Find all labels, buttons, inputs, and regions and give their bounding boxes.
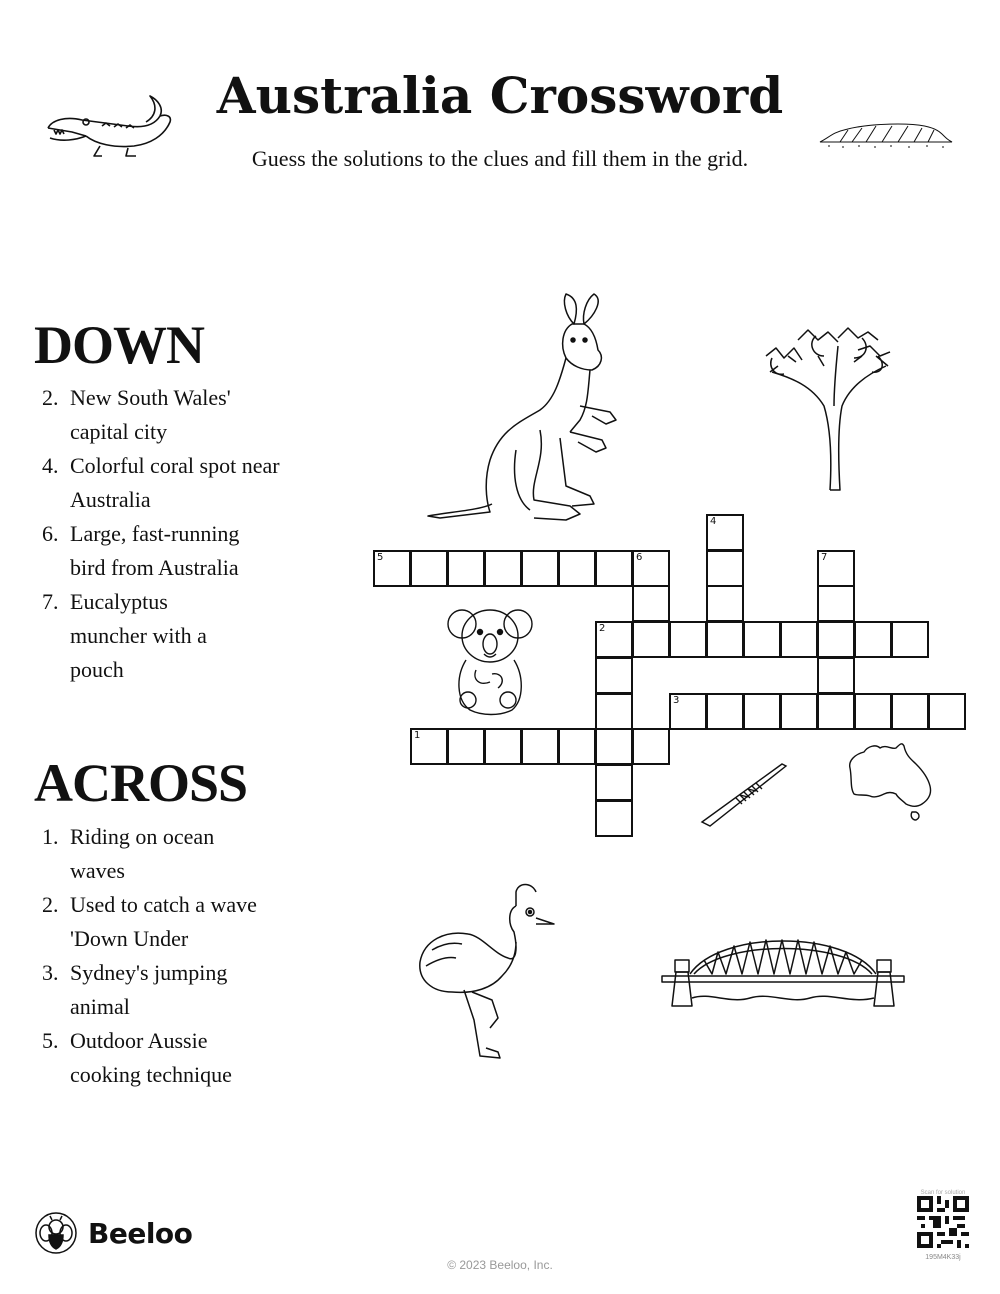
emu-icon (412, 880, 562, 1065)
cell-number: 2 (599, 623, 606, 634)
clue-text: Colorful coral spot near Australia (70, 453, 280, 512)
australia-map-icon (846, 742, 938, 822)
across-clue-list (42, 820, 292, 1092)
grid-cell[interactable] (410, 728, 448, 765)
grid-cell[interactable] (854, 621, 892, 658)
grid-cell[interactable] (928, 693, 966, 730)
across-clue-5 (42, 1024, 292, 1092)
grid-cell[interactable] (484, 728, 522, 765)
kangaroo-icon (420, 290, 630, 526)
grid-cell[interactable] (595, 764, 633, 801)
clue-number: 2. (42, 385, 59, 410)
grid-cell[interactable] (817, 693, 855, 730)
down-clue-2 (42, 381, 292, 449)
across-clue-3 (42, 956, 292, 1024)
crocodile-icon (42, 92, 177, 162)
grid-cell[interactable] (595, 800, 633, 837)
grid-cell[interactable] (706, 693, 744, 730)
page-subtitle: Guess the solutions to the clues and fill them in the grid. (251, 146, 749, 171)
grid-cell[interactable] (669, 693, 707, 730)
clue-text: Sydney's jumping animal (70, 960, 228, 1019)
qr-label: Scan for solution (920, 1190, 966, 1196)
grid-cell[interactable] (891, 621, 929, 658)
cell-number: 4 (710, 516, 717, 527)
across-clue-1 (42, 820, 292, 888)
cell-number: 1 (414, 730, 421, 741)
clue-text: Eucalyptus muncher with a pouch (70, 589, 207, 682)
grid-cell[interactable] (706, 514, 744, 551)
grid-cell[interactable] (484, 550, 522, 587)
clue-number: 5. (42, 1028, 59, 1053)
grid-cell[interactable] (817, 550, 855, 587)
across-heading: ACROSS (34, 753, 248, 813)
grid-cell[interactable] (706, 550, 744, 587)
grid-cell[interactable] (891, 693, 929, 730)
grid-cell[interactable] (447, 728, 485, 765)
grid-cell[interactable] (595, 693, 633, 730)
koala-icon (446, 600, 534, 718)
down-clue-6 (42, 517, 292, 585)
grid-cell[interactable] (521, 728, 559, 765)
down-heading: DOWN (34, 315, 204, 375)
grid-cell[interactable] (595, 657, 633, 694)
didgeridoo-icon (696, 760, 796, 830)
brand-name: Beeloo (88, 1216, 193, 1250)
across-clue-2 (42, 888, 292, 956)
grid-cell[interactable] (447, 550, 485, 587)
grid-cell[interactable] (780, 621, 818, 658)
down-clue-list (42, 381, 292, 687)
grid-cell[interactable] (743, 621, 781, 658)
grid-cell[interactable] (780, 693, 818, 730)
grid-cell[interactable] (373, 550, 411, 587)
qr-code-text: 195M4K33j (925, 1254, 961, 1261)
clue-text: Used to catch a wave 'Down Under (70, 892, 257, 951)
grid-cell[interactable] (558, 550, 596, 587)
grid-cell[interactable] (595, 550, 633, 587)
clue-text: Riding on ocean waves (70, 824, 215, 883)
clue-number: 7. (42, 589, 59, 614)
grid-cell[interactable] (558, 728, 596, 765)
solution-qr (910, 1190, 976, 1261)
cell-number: 5 (377, 552, 384, 563)
clue-number: 4. (42, 453, 59, 478)
brand-logo (34, 1211, 192, 1255)
grid-cell[interactable] (817, 621, 855, 658)
tree-icon (758, 326, 898, 494)
cell-number: 3 (673, 695, 680, 706)
bee-icon (34, 1211, 78, 1255)
clue-number: 6. (42, 521, 59, 546)
clue-text: Outdoor Aussie cooking technique (70, 1028, 232, 1087)
grid-cell[interactable] (521, 550, 559, 587)
grid-cell[interactable] (632, 585, 670, 622)
clue-number: 3. (42, 960, 59, 985)
grid-cell[interactable] (595, 728, 633, 765)
clue-text: New South Wales' capital city (70, 385, 231, 444)
cell-number: 7 (821, 552, 828, 563)
clue-number: 1. (42, 824, 59, 849)
grid-cell[interactable] (854, 693, 892, 730)
bridge-icon (660, 920, 906, 1010)
clue-number: 2. (42, 892, 59, 917)
clue-text: Large, fast-running bird from Australia (70, 521, 240, 580)
cell-number: 6 (636, 552, 643, 563)
grid-cell[interactable] (817, 585, 855, 622)
grid-cell[interactable] (706, 585, 744, 622)
grid-cell[interactable] (632, 728, 670, 765)
grid-cell[interactable] (410, 550, 448, 587)
page-title: Australia Crossword (216, 66, 784, 125)
grid-cell[interactable] (669, 621, 707, 658)
uluru-rock-icon (818, 118, 953, 152)
down-clue-4 (42, 449, 292, 517)
qr-code-icon (917, 1196, 969, 1248)
grid-cell[interactable] (632, 621, 670, 658)
grid-cell[interactable] (706, 621, 744, 658)
grid-cell[interactable] (595, 621, 633, 658)
down-clue-7 (42, 585, 292, 687)
grid-cell[interactable] (743, 693, 781, 730)
grid-cell[interactable] (817, 657, 855, 694)
grid-cell[interactable] (632, 550, 670, 587)
copyright: © 2023 Beeloo, Inc. (447, 1258, 553, 1272)
